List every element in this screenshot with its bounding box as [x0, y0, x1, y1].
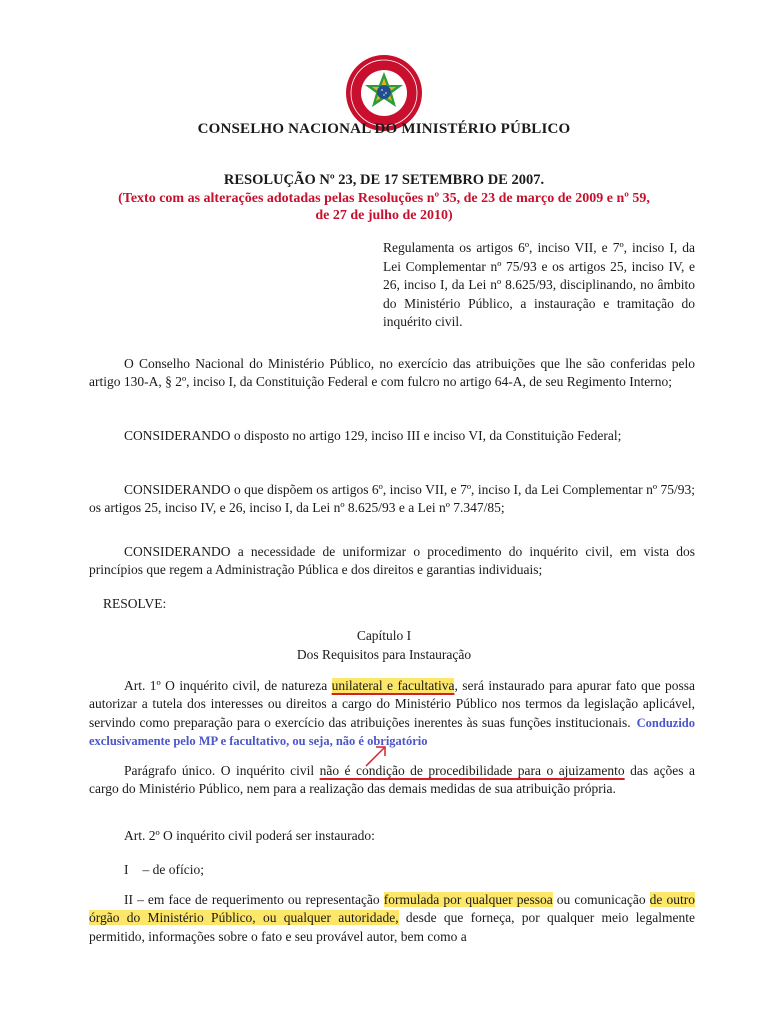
handwritten-annotation: Conduzido exclusivamente pelo MP e facultativo, ou seja, não é obrigatório — [89, 715, 695, 749]
inciso-2: II – em face de requerimento ou representação formulada por qualquer pessoa ou comunicação de outro órgão do Ministério Público, ou qualquer autoridade, desde que forneça, por qualquer meio legalmente permitido, informações sobre o fato e seu provável autor, bem como a — [89, 892, 695, 944]
chapter-heading — [0, 626, 768, 664]
article-2: Art. 2º O inquérito civil poderá ser instaurado: — [124, 828, 375, 843]
paragrafo-unico: Parágrafo único. O inquérito civil não é condição de procedibilidade para o ajuizamento das ações a cargo do Ministério Público, nem para a realização das demais medidas de sua atribuição própria. — [89, 763, 696, 797]
underlined-procedibilidade: não é condição de procedibilidade para o ajuizamento — [319, 763, 625, 778]
considerando-1: CONSIDERANDO o disposto no artigo 129, inciso III e inciso VI, da Constituição Federal; — [124, 428, 622, 443]
resolution-title: RESOLUÇÃO Nº 23, DE 17 SETEMBRO DE 2007. — [223, 172, 545, 188]
highlight-qualquer-pessoa: formulada por qualquer pessoa — [383, 892, 553, 907]
preamble-paragraph: O Conselho Nacional do Ministério Público, no exercício das atribuições que lhe são conferidas pelo artigo 130-A, § 2º, inciso I, da Constituição Federal e com fulcro no artigo 64-A, de seu Regimento Interno; — [89, 356, 695, 390]
resolve-heading: RESOLVE: — [103, 596, 167, 611]
chapter-number: Capítulo I — [356, 628, 412, 643]
considerando-2: CONSIDERANDO o que dispõem os artigos 6º, inciso VII, e 7º, inciso I, da Lei Complementar nº 75/93; os artigos 25, inciso IV, e 26, inciso I, da Lei nº 8.625/93 e a Lei nº 7.347/85; — [89, 482, 695, 516]
highlight-outro-orgao: de outro órgão do Ministério Público, ou qualquer autoridade, — [89, 892, 695, 926]
amendment-note-line-2: de 27 de julho de 2010) — [315, 208, 453, 223]
highlight-unilateral: unilateral e facultativa — [331, 678, 455, 693]
organization-name: CONSELHO NACIONAL DO MINISTÉRIO PÚBLICO — [197, 121, 571, 137]
inciso-1: I – de ofício; — [124, 862, 204, 877]
amendment-note-line-1: (Texto com as alterações adotadas pelas Resoluções nº 35, de 23 de março de 2009 e nº 59, — [118, 191, 650, 206]
chapter-title: Dos Requisitos para Instauração — [296, 647, 472, 662]
considerando-3: CONSIDERANDO a necessidade de uniformizar o procedimento do inquérito civil, em vista dos princípios que regem a Administração Pública e dos direitos e garantias individuais; — [89, 544, 695, 578]
article-1: Art. 1º O inquérito civil, de natureza unilateral e facultativa, será instaurado para apurar fato que possa autorizar a tutela dos interesses ou direitos a cargo do Ministério Público nos termos da legislação aplicável, servindo como preparação para o exercício das atribuições inerentes às suas funções institucionais. Conduzido exclusivamente pelo MP e facultativo, ou seja, não é obrigatório — [89, 678, 696, 749]
ementa: Regulamenta os artigos 6º, inciso VII, e 7º, inciso I, da Lei Complementar nº 75/93 e os artigos 25, inciso IV, e 26, inciso I, da Lei nº 8.625/93, disciplinando, no âmbito do Ministério Público, a instauração e tramitação do inquérito civil. — [383, 240, 695, 330]
